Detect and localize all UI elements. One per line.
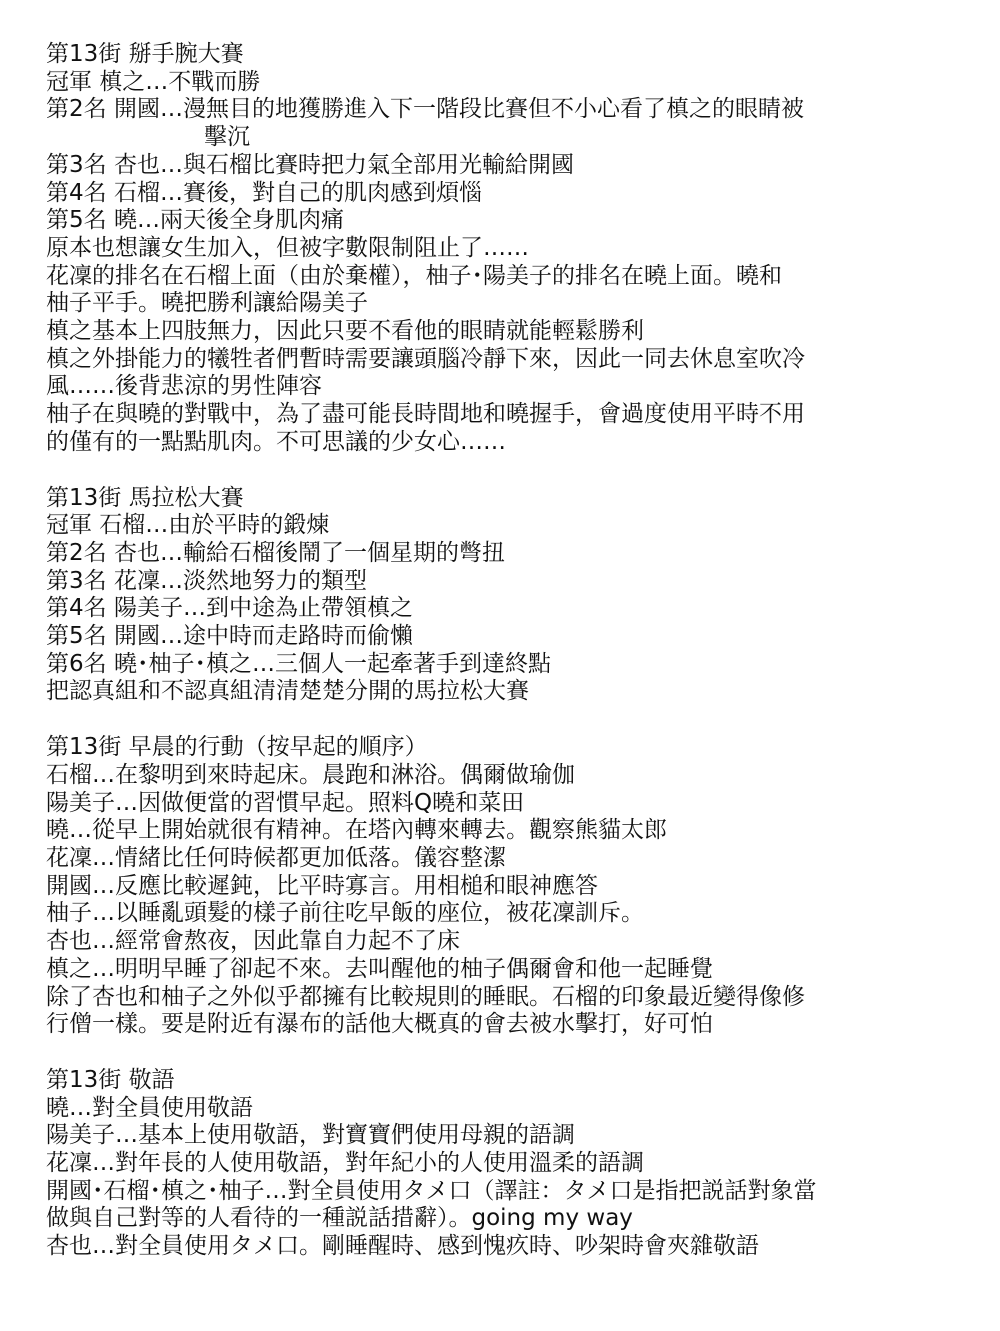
- text-line: 花凜的排名在石榴上面（由於棄權），柚子･陽美子的排名在曉上面。曉和: [46, 262, 782, 289]
- text-line: 第4名 石榴…賽後，對自己的肌肉感到煩惱: [46, 179, 482, 206]
- text-line: 風……後背悲涼的男性陣容: [46, 373, 322, 400]
- text-line: 槙之外掛能力的犧牲者們暫時需要讓頭腦冷靜下來，因此一同去休息室吹冷: [46, 345, 805, 372]
- text-line: 杏也…經常會熬夜，因此靠自力起不了床: [46, 928, 460, 955]
- text-line: 的僅有的一點點肌肉。不可思議的少女心……: [46, 428, 506, 455]
- text-line: 做與自己對等的人看待的一種説話措辭）。going my way: [46, 1205, 633, 1232]
- text-line: 曉…對全員使用敬語: [46, 1094, 253, 1121]
- text-line: 第2名 開國…漫無目的地獲勝進入下一階段比賽但不小心看了槙之的眼睛被: [46, 96, 804, 123]
- text-line: 第4名 陽美子…到中途為止帶領槙之: [46, 595, 413, 622]
- text-line: 除了杏也和柚子之外似乎都擁有比較規則的睡眠。石榴的印象最近變得像修: [46, 983, 805, 1010]
- text-line: 把認真組和不認真組清清楚楚分開的馬拉松大賽: [46, 678, 529, 705]
- text-line: 槙之…明明早睡了卻起不來。去叫醒他的柚子偶爾會和他一起睡覺: [46, 955, 713, 982]
- section-arm-wrestling: [46, 41, 956, 457]
- text-line: 第6名 曉･柚子･槙之…三個人一起牽著手到達終點: [46, 650, 551, 677]
- section-marathon: [46, 485, 956, 707]
- text-line: 槙之基本上四肢無力，因此只要不看他的眼睛就能輕鬆勝利: [46, 318, 644, 345]
- section-morning-routine: [46, 734, 956, 1039]
- text-line: 柚子平手。曉把勝利讓給陽美子: [46, 290, 368, 317]
- text-line: 第5名 開國…途中時而走路時而偷懶: [46, 623, 413, 650]
- section-heading: 第13街 早晨的行動（按早起的順序）: [46, 734, 428, 761]
- text-line: 開國…反應比較遲鈍，比平時寡言。用相槌和眼神應答: [46, 872, 598, 899]
- text-line: 開國･石榴･槙之･柚子…對全員使用タメ口（譯註：タメ口是指把説話對象當: [46, 1177, 817, 1204]
- text-line: 花凜…情緒比任何時候都更加低落。儀容整潔: [46, 844, 506, 871]
- text-line-continuation: 擊沉: [204, 124, 250, 151]
- text-line: 第5名 曉…兩天後全身肌肉痛: [46, 207, 344, 234]
- text-body: [46, 41, 956, 1289]
- text-line: 杏也…對全員使用タメ口。剛睡醒時、感到愧疚時、吵架時會夾雜敬語: [46, 1233, 759, 1260]
- text-line: 柚子…以睡亂頭髮的樣子前往吃早飯的座位，被花凜訓斥。: [46, 900, 644, 927]
- text-line: 陽美子…基本上使用敬語，對寶寶們使用母親的語調: [46, 1122, 575, 1149]
- section-heading: 第13街 馬拉松大賽: [46, 484, 244, 511]
- text-line: 陽美子…因做便當的習慣早起。照料Q曉和菜田: [46, 789, 525, 816]
- text-line: 冠軍 石榴…由於平時的鍛煉: [46, 512, 330, 539]
- text-line: 石榴…在黎明到來時起床。晨跑和淋浴。偶爾做瑜伽: [46, 761, 575, 788]
- text-line: 柚子在與曉的對戰中，為了盡可能長時間地和曉握手，會過度使用平時不用: [46, 401, 805, 428]
- text-line: 第3名 杏也…與石榴比賽時把力氣全部用光輸給開國: [46, 151, 574, 178]
- text-line: 行僧一樣。要是附近有瀑布的話他大概真的會去被水擊打，好可怕: [46, 1011, 713, 1038]
- text-line: 花凜…對年長的人使用敬語，對年紀小的人使用溫柔的語調: [46, 1150, 644, 1177]
- text-line: 第3名 花凜…淡然地努力的類型: [46, 567, 367, 594]
- section-honorifics: [46, 1067, 956, 1261]
- section-heading: 第13街 敬語: [46, 1066, 175, 1093]
- text-line: 第2名 杏也…輸給石榴後鬧了一個星期的彆扭: [46, 539, 505, 566]
- section-heading: 第13街 掰手腕大賽: [46, 41, 244, 67]
- text-line: 冠軍 槙之…不戰而勝: [46, 68, 261, 95]
- text-line: 曉…從早上開始就很有精神。在塔內轉來轉去。觀察熊貓太郎: [46, 817, 667, 844]
- text-line: 原本也想讓女生加入，但被字數限制阻止了……: [46, 234, 529, 261]
